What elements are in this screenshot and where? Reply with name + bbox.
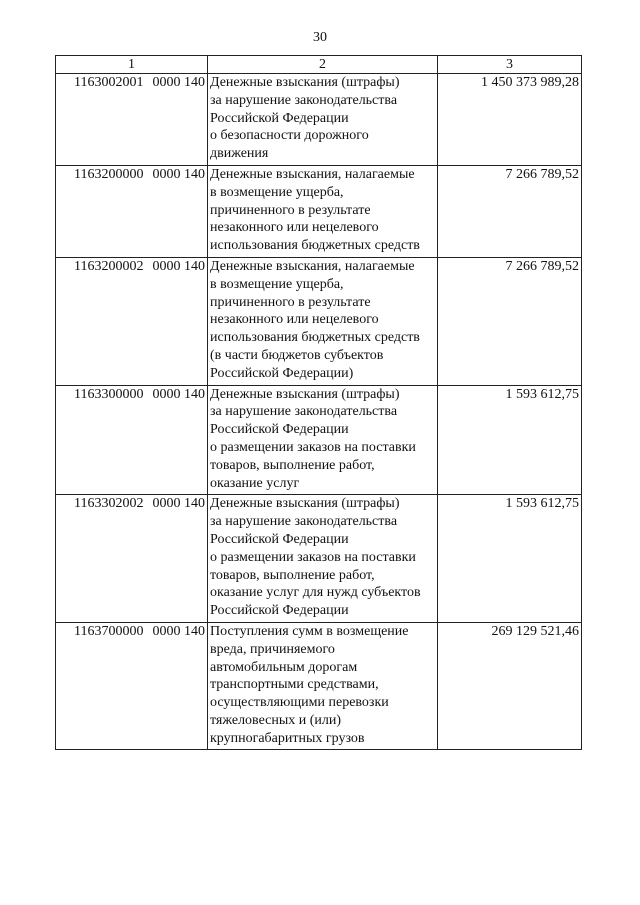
budget-code: 1163700000 [74, 623, 144, 639]
budget-subcode: 0000 140 [152, 258, 205, 274]
budget-code-cell [56, 74, 208, 166]
table-row [56, 165, 582, 257]
revenue-name-line: Российской Федерации [210, 603, 349, 619]
budget-subcode: 0000 140 [152, 166, 205, 182]
revenue-name-line: Российской Федерации [210, 110, 349, 126]
budget-subcode: 0000 140 [152, 75, 205, 90]
budget-code-cell [56, 495, 208, 623]
revenue-name-line: тяжеловесных и (или) [210, 712, 342, 728]
revenue-name-line: движения [210, 146, 269, 162]
budget-code-cell [56, 385, 208, 495]
budget-code: 1163200002 [74, 258, 144, 274]
revenue-name-line: использования бюджетных средств [210, 238, 420, 254]
budget-code: 1163302002 [74, 496, 144, 512]
revenue-name-line: Российской Федерации [210, 422, 349, 438]
revenue-name-line: (в части бюджетов субъектов [210, 347, 384, 363]
revenue-name-line: за нарушение законодательства [210, 404, 398, 420]
revenue-name-line: незаконного или нецелевого [210, 312, 379, 328]
budget-code: 1163002001 [74, 75, 144, 90]
revenue-name-line: о безопасности дорожного [210, 128, 369, 144]
budget-code: 1163300000 [74, 386, 144, 402]
revenue-name-line: Денежные взыскания, налагаемые [210, 258, 415, 274]
revenue-name-line: Денежные взыскания (штрафы) [210, 75, 400, 90]
table-row [56, 74, 582, 166]
revenue-name-cell [208, 495, 438, 623]
header-col-3: 3 [438, 56, 582, 74]
header-col-2: 2 [208, 56, 438, 74]
page-number: 30 [313, 30, 327, 45]
table-header [56, 56, 582, 74]
table-row [56, 385, 582, 495]
table-row [56, 257, 582, 385]
revenue-name-line: автомобильным дорогам [210, 659, 358, 675]
revenue-name-line: оказание услуг [210, 475, 300, 491]
revenue-name-line: причиненного в результате [210, 294, 371, 310]
amount-cell: 1 450 373 989,28 [438, 74, 582, 166]
revenue-name-line: Денежные взыскания (штрафы) [210, 386, 400, 402]
budget-subcode: 0000 140 [152, 386, 205, 402]
revenue-name-line: использования бюджетных средств [210, 330, 420, 346]
budget-code-cell [56, 165, 208, 257]
revenue-name-line: в возмещение ущерба, [210, 184, 344, 200]
revenue-name-cell [208, 257, 438, 385]
revenue-name-line: оказание услуг для нужд субъектов [210, 585, 421, 601]
revenue-name-line: о размещении заказов на поставки [210, 549, 416, 565]
revenue-name-line: осуществляющими перевозки [210, 695, 389, 711]
budget-subcode: 0000 140 [152, 623, 205, 639]
revenue-name-cell [208, 165, 438, 257]
revenue-name-line: незаконного или нецелевого [210, 220, 379, 236]
amount-cell: 1 593 612,75 [438, 385, 582, 495]
budget-subcode: 0000 140 [152, 496, 205, 512]
amount-cell: 7 266 789,52 [438, 165, 582, 257]
revenue-name-cell [208, 74, 438, 166]
revenue-name-line: причиненного в результате [210, 202, 371, 218]
revenue-name-line: крупногабаритных грузов [210, 730, 365, 746]
amount-cell: 7 266 789,52 [438, 257, 582, 385]
revenue-name-line: о размещении заказов на поставки [210, 439, 416, 455]
revenue-name-line: Поступления сумм в возмещение [210, 623, 409, 639]
revenue-name-line: за нарушение законодательства [210, 92, 398, 108]
budget-revenue-table [55, 55, 582, 750]
revenue-name-line: Денежные взыскания (штрафы) [210, 496, 400, 512]
header-row [56, 56, 582, 74]
revenue-name-line: Денежные взыскания, налагаемые [210, 166, 415, 182]
budget-code: 1163200000 [74, 166, 144, 182]
table-row [56, 622, 582, 750]
table-body [56, 74, 582, 750]
revenue-name-line: за нарушение законодательства [210, 514, 398, 530]
budget-code-cell [56, 257, 208, 385]
revenue-name-cell [208, 385, 438, 495]
revenue-name-line: транспортными средствами, [210, 677, 379, 693]
revenue-name-line: Российской Федерации) [210, 365, 354, 381]
revenue-name-line: товаров, выполнение работ, [210, 567, 375, 583]
revenue-name-line: в возмещение ущерба, [210, 276, 344, 292]
revenue-name-line: вреда, причиняемого [210, 641, 335, 657]
table-row [56, 495, 582, 623]
amount-cell: 269 129 521,46 [438, 622, 582, 750]
revenue-name-line: Российской Федерации [210, 531, 349, 547]
amount-cell: 1 593 612,75 [438, 495, 582, 623]
budget-code-cell [56, 622, 208, 750]
header-col-1: 1 [56, 56, 208, 74]
revenue-name-cell [208, 622, 438, 750]
revenue-name-line: товаров, выполнение работ, [210, 457, 375, 473]
